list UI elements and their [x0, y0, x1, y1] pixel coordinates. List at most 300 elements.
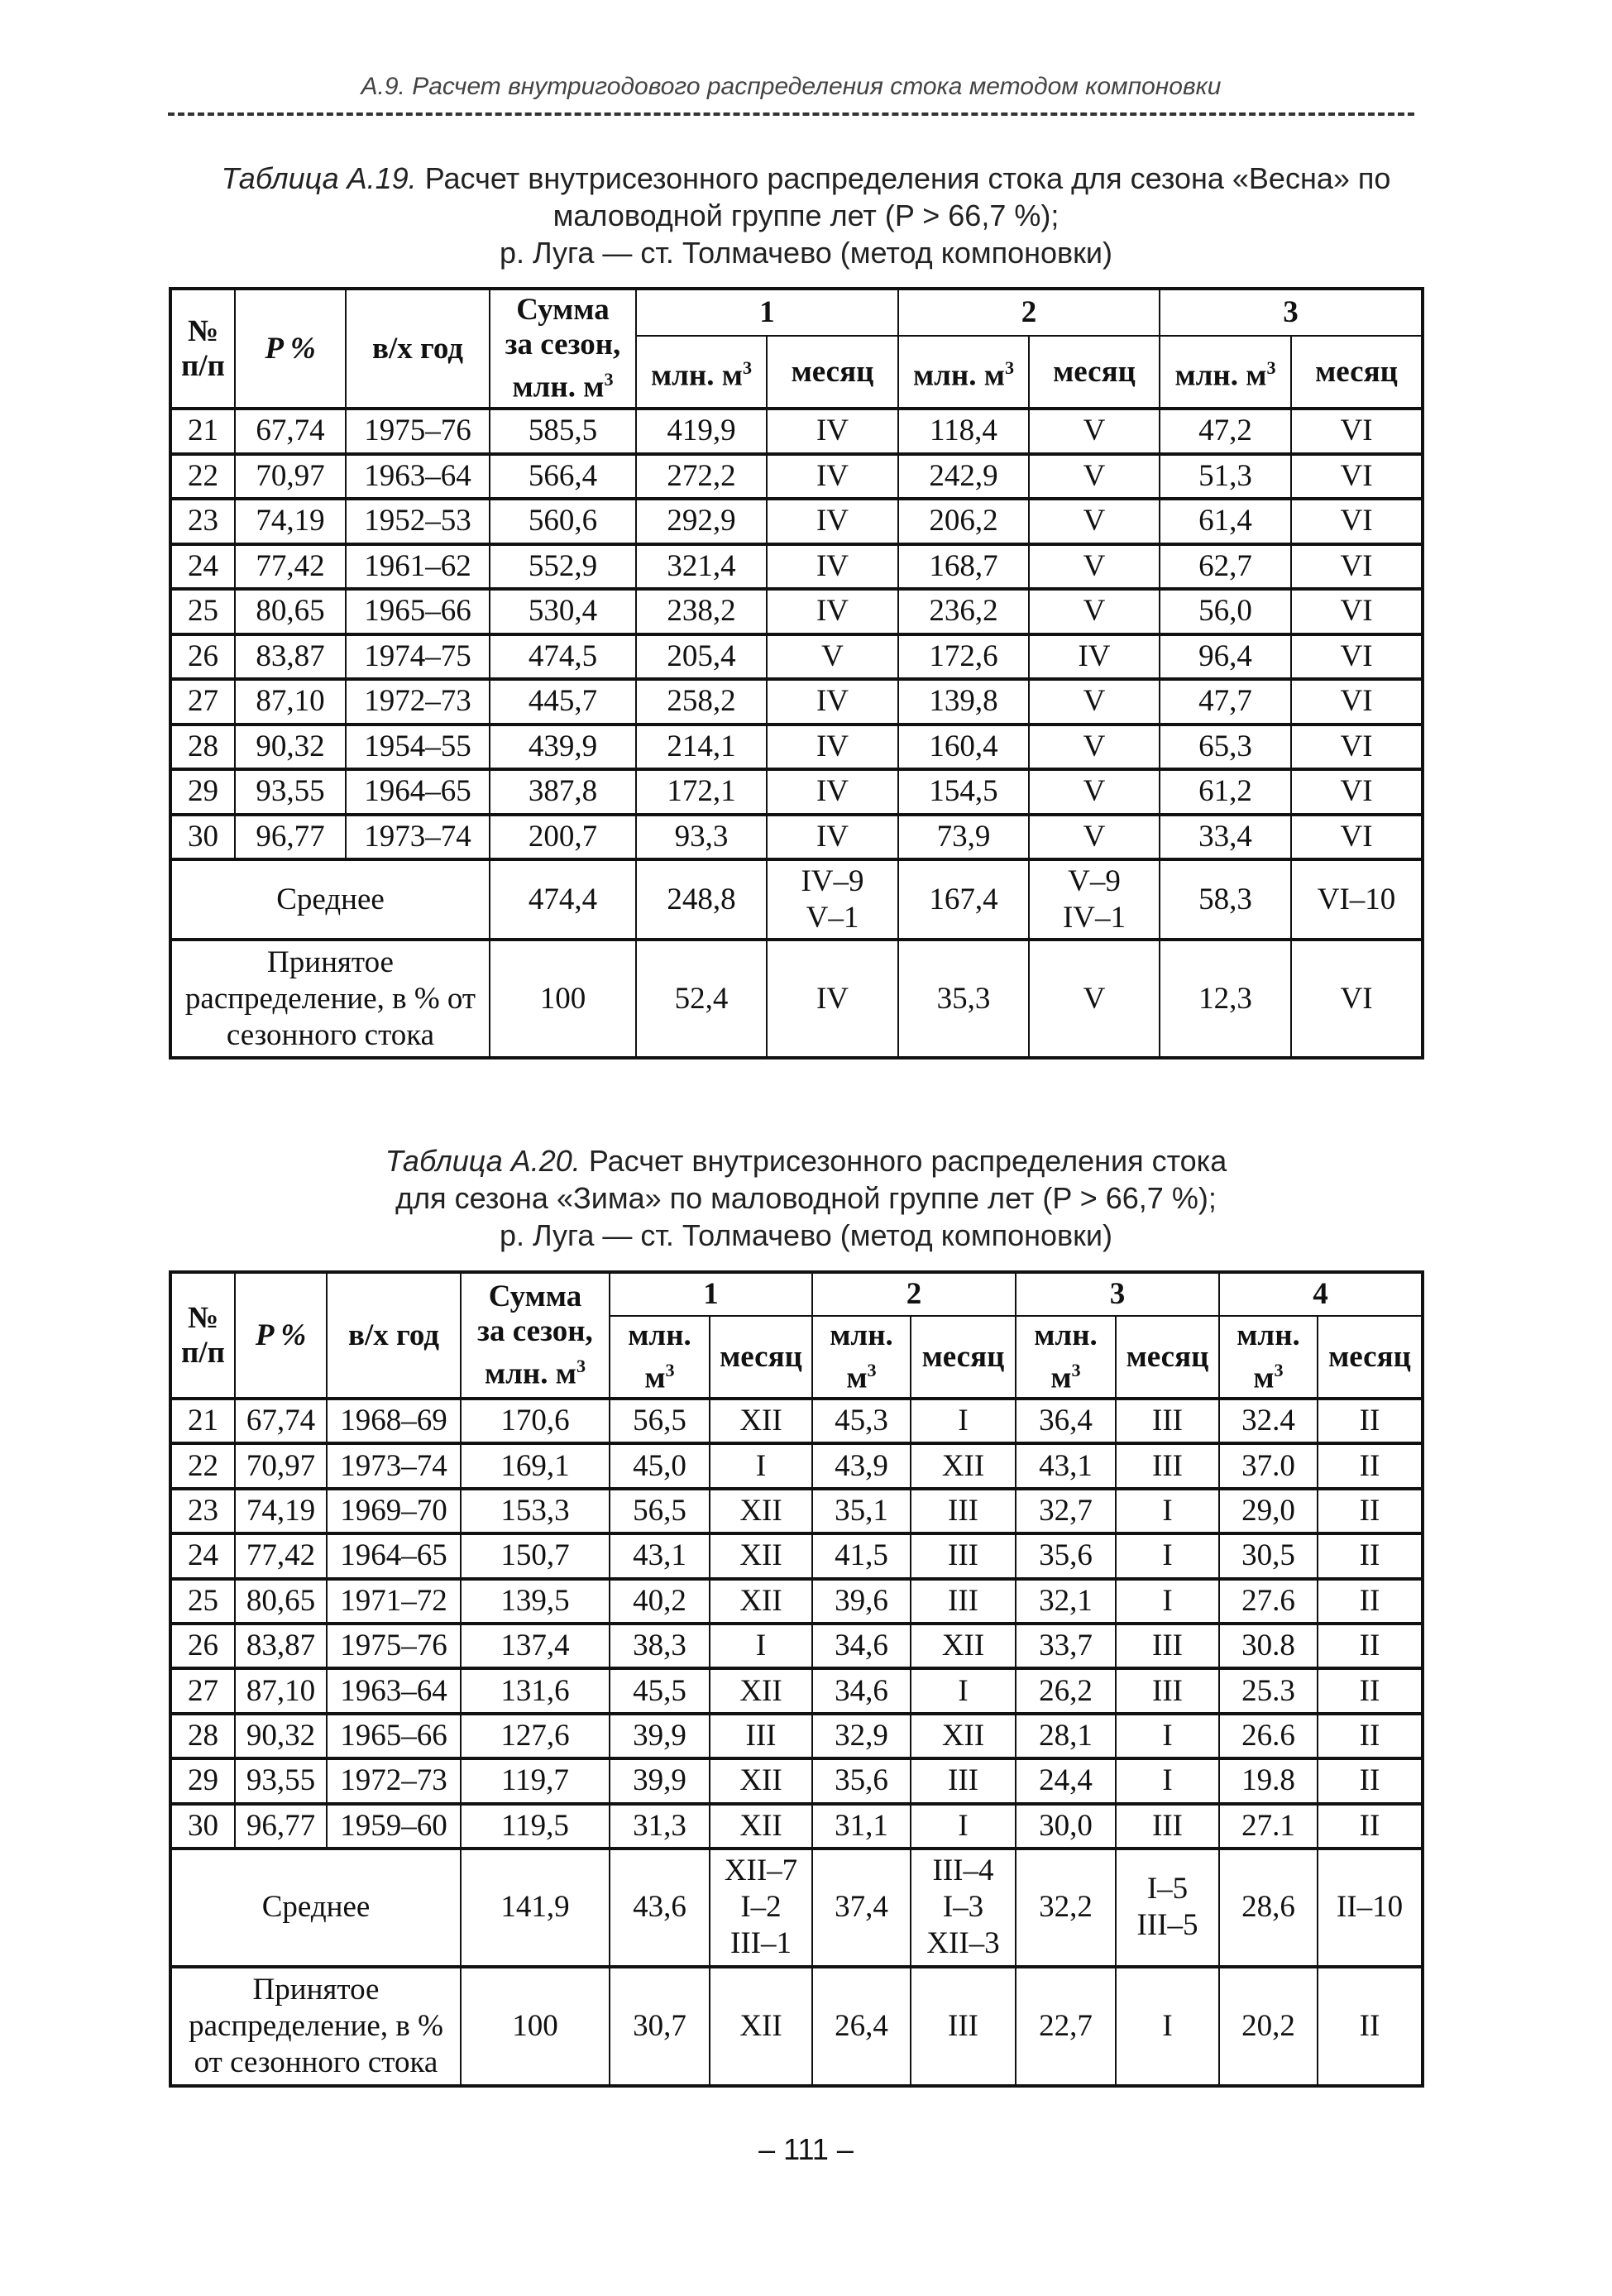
header-num: № п/п [170, 289, 235, 409]
table-cell: II [1318, 1489, 1423, 1533]
table-cell: 26,2 [1016, 1668, 1116, 1713]
table-cell: IV [767, 725, 898, 770]
table-cell: 137,4 [461, 1624, 610, 1668]
table-cell: IV [767, 679, 898, 725]
average-cell: 141,9 [461, 1849, 610, 1967]
table2-caption [124, 1142, 1488, 1254]
table-cell: VI [1291, 499, 1423, 544]
table-cell: V [1029, 769, 1160, 815]
table-cell: 23 [170, 1489, 235, 1533]
table-cell: 96,77 [235, 815, 346, 860]
table-cell: 1971–72 [327, 1579, 461, 1624]
table-cell: II [1318, 1579, 1423, 1624]
table-cell: 74,19 [235, 499, 346, 544]
table-cell: 61,2 [1160, 769, 1291, 815]
table-cell: 205,4 [636, 634, 767, 680]
table-cell: III [1116, 1443, 1219, 1488]
table-cell: V [1029, 725, 1160, 770]
header-group-1: 1 [636, 289, 898, 336]
table-cell: I [710, 1443, 812, 1488]
table1-caption-line2: маловодной группе лет (P > 66,7 %); [552, 199, 1060, 232]
accepted-cell: I [1116, 1967, 1219, 2086]
table-cell: 35,6 [812, 1758, 911, 1803]
table-cell: 1965–66 [327, 1714, 461, 1758]
header-sum: Сумма за сезон, млн. $м^3$ [461, 1272, 610, 1399]
table-cell: V [1029, 815, 1160, 860]
table-cell: 139,5 [461, 1579, 610, 1624]
table-row [170, 1489, 1423, 1533]
table-cell: 77,42 [235, 1533, 327, 1578]
table-cell: IV [767, 454, 898, 500]
table-cell: XII [911, 1714, 1016, 1758]
table-cell: 87,10 [235, 679, 346, 725]
table-cell: 32,7 [1016, 1489, 1116, 1533]
page-number: – 111 – [758, 2132, 854, 2166]
table-cell: III [911, 1758, 1016, 1803]
running-head: А.9. Расчет внутригодового распределения стока методом компоновки [361, 73, 1222, 100]
table-cell: 25.3 [1219, 1668, 1318, 1713]
table-cell: VI [1291, 454, 1423, 500]
table-row [170, 1668, 1423, 1713]
table-cell: 560,6 [490, 499, 636, 544]
table-cell: 1961–62 [346, 544, 490, 590]
table-cell: XII [911, 1624, 1016, 1668]
table-cell: VI [1291, 409, 1423, 454]
table-cell: 1975–76 [346, 409, 490, 454]
table-cell: 160,4 [898, 725, 1029, 770]
table-cell: XII [710, 1758, 812, 1803]
table-cell: 27 [170, 679, 235, 725]
table-cell: II [1318, 1624, 1423, 1668]
table-cell: 47,7 [1160, 679, 1291, 725]
table-cell: 172,1 [636, 769, 767, 815]
table-cell: I [911, 1668, 1016, 1713]
header-month: месяц [1318, 1316, 1423, 1399]
table-cell: 56,0 [1160, 589, 1291, 634]
table-cell: 96,77 [235, 1804, 327, 1849]
table-cell: 87,10 [235, 1668, 327, 1713]
table-cell: 45,5 [610, 1668, 710, 1713]
table-cell: 1974–75 [346, 634, 490, 680]
header-month: месяц [911, 1316, 1016, 1399]
table-cell: 22 [170, 454, 235, 500]
table-row [170, 409, 1423, 454]
table-cell: 67,74 [235, 409, 346, 454]
table-cell: 93,3 [636, 815, 767, 860]
table-cell: 43,1 [610, 1533, 710, 1578]
table-cell: 1973–74 [346, 815, 490, 860]
table-cell: 29 [170, 1758, 235, 1803]
table-cell: 40,2 [610, 1579, 710, 1624]
table-cell: 23 [170, 499, 235, 544]
table-cell: 169,1 [461, 1443, 610, 1488]
accepted-cell: 20,2 [1219, 1967, 1318, 2086]
table-cell: III [911, 1533, 1016, 1578]
table-cell: VI [1291, 544, 1423, 590]
table-cell: 119,7 [461, 1758, 610, 1803]
accepted-cell: 22,7 [1016, 1967, 1116, 2086]
table-cell: 585,5 [490, 409, 636, 454]
table-cell: 150,7 [461, 1533, 610, 1578]
table-cell: 1952–53 [346, 499, 490, 544]
table-cell: III [911, 1579, 1016, 1624]
table-cell: 83,87 [235, 634, 346, 680]
accepted-cell: IV [767, 940, 898, 1058]
table-row [170, 1758, 1423, 1803]
table-cell: 35,1 [812, 1489, 911, 1533]
accepted-cell: XII [710, 1967, 812, 2086]
table-row [170, 1714, 1423, 1758]
table-cell: 39,6 [812, 1579, 911, 1624]
average-cell: I–5 III–5 [1116, 1849, 1219, 1967]
table-cell: 419,9 [636, 409, 767, 454]
table-cell: 90,32 [235, 725, 346, 770]
table-cell: 35,6 [1016, 1533, 1116, 1578]
table-cell: IV [1029, 634, 1160, 680]
table-cell: 51,3 [1160, 454, 1291, 500]
table-cell: 272,2 [636, 454, 767, 500]
dashed-divider [168, 112, 1414, 116]
table-cell: 37.0 [1219, 1443, 1318, 1488]
header-year: в/х год [327, 1272, 461, 1399]
table-cell: 292,9 [636, 499, 767, 544]
table-cell: 127,6 [461, 1714, 610, 1758]
table-cell: 28 [170, 1714, 235, 1758]
table-cell: I [1116, 1533, 1219, 1578]
table1-caption-label: Таблица А.19. [221, 161, 417, 195]
table-cell: 33,4 [1160, 815, 1291, 860]
table-row [170, 1579, 1423, 1624]
table-cell: II [1318, 1533, 1423, 1578]
average-cell: IV–9 V–1 [767, 859, 898, 940]
header-num: № п/п [170, 1272, 235, 1399]
table-cell: 21 [170, 1399, 235, 1443]
accepted-cell: II [1318, 1967, 1423, 2086]
table-cell: 25 [170, 1579, 235, 1624]
header-year: в/х год [346, 289, 490, 409]
table-cell: 45,0 [610, 1443, 710, 1488]
table-cell: 153,3 [461, 1489, 610, 1533]
table-cell: 200,7 [490, 815, 636, 860]
header-p: P % [235, 289, 346, 409]
table-cell: VI [1291, 679, 1423, 725]
table-cell: 90,32 [235, 1714, 327, 1758]
table-row [170, 634, 1423, 680]
table-cell: XII [710, 1533, 812, 1578]
table-cell: 80,65 [235, 589, 346, 634]
table-cell: 70,97 [235, 454, 346, 500]
header-volume: млн. $м^3$ [1219, 1316, 1318, 1399]
table2-caption-label: Таблица А.20. [385, 1144, 581, 1178]
table-cell: 36,4 [1016, 1399, 1116, 1443]
accepted-cell: 26,4 [812, 1967, 911, 2086]
accepted-cell: 100 [461, 1967, 610, 2086]
table-cell: XII [710, 1579, 812, 1624]
table-cell: IV [767, 815, 898, 860]
average-row [170, 1849, 1423, 1967]
table-cell: V [1029, 544, 1160, 590]
table-cell: 236,2 [898, 589, 1029, 634]
table-row [170, 1624, 1423, 1668]
table-cell: 25 [170, 589, 235, 634]
table-cell: 131,6 [461, 1668, 610, 1713]
table-cell: 32.4 [1219, 1399, 1318, 1443]
table-cell: 73,9 [898, 815, 1029, 860]
average-cell: 37,4 [812, 1849, 911, 1967]
table2-caption-line2: для сезона «Зима» по маловодной группе лет (P > 66,7 %); [395, 1181, 1217, 1215]
table-cell: IV [767, 544, 898, 590]
table-cell: 30.8 [1219, 1624, 1318, 1668]
table-row [170, 499, 1423, 544]
table-cell: II [1318, 1668, 1423, 1713]
table-cell: I [1116, 1714, 1219, 1758]
table-cell: 80,65 [235, 1579, 327, 1624]
table-cell: 62,7 [1160, 544, 1291, 590]
accepted-cell: III [911, 1967, 1016, 2086]
table-cell: V [1029, 499, 1160, 544]
header-row [170, 289, 1423, 336]
table-cell: 34,6 [812, 1668, 911, 1713]
table-cell: 56,5 [610, 1399, 710, 1443]
table2-caption-line1: Расчет внутрисезонного распределения стока [580, 1144, 1227, 1178]
table-cell: VI [1291, 589, 1423, 634]
table-cell: 119,5 [461, 1804, 610, 1849]
table-cell: 530,4 [490, 589, 636, 634]
table-row [170, 769, 1423, 815]
header-sum: Сумма за сезон, млн. $м^3$ [490, 289, 636, 409]
table-cell: II [1318, 1714, 1423, 1758]
table-row [170, 544, 1423, 590]
table1-caption-line3: р. Луга — ст. Толмачево (метод компоновки) [499, 236, 1113, 270]
table-cell: 1975–76 [327, 1624, 461, 1668]
table-cell: II [1318, 1399, 1423, 1443]
header-group-4: 4 [1219, 1272, 1423, 1316]
table-cell: 32,9 [812, 1714, 911, 1758]
table-cell: III [710, 1714, 812, 1758]
table-cell: 29,0 [1219, 1489, 1318, 1533]
table-cell: 43,9 [812, 1443, 911, 1488]
table-row [170, 1399, 1423, 1443]
accepted-cell: 30,7 [610, 1967, 710, 2086]
average-label: Среднее [170, 1849, 461, 1967]
table-cell: 30,5 [1219, 1533, 1318, 1578]
header-group-2: 2 [898, 289, 1160, 336]
table-cell: 24 [170, 544, 235, 590]
average-row [170, 859, 1423, 940]
table-cell: 33,7 [1016, 1624, 1116, 1668]
table-cell: 28 [170, 725, 235, 770]
header-volume: млн. $м^3$ [610, 1316, 710, 1399]
table-cell: VI [1291, 815, 1423, 860]
header-month: месяц [1116, 1316, 1219, 1399]
table-cell: 242,9 [898, 454, 1029, 500]
table-cell: 77,42 [235, 544, 346, 590]
table-cell: V [1029, 454, 1160, 500]
table-cell: 56,5 [610, 1489, 710, 1533]
table-cell: VI [1291, 634, 1423, 680]
accepted-cell: 100 [490, 940, 636, 1058]
table-cell: 1964–65 [327, 1533, 461, 1578]
accepted-label: Принятое распределение, в % от сезонного стока [170, 1967, 461, 2086]
table-cell: I [1116, 1758, 1219, 1803]
accepted-cell: 35,3 [898, 940, 1029, 1058]
table-cell: 47,2 [1160, 409, 1291, 454]
table-cell: 1968–69 [327, 1399, 461, 1443]
table-cell: I [911, 1804, 1016, 1849]
table-cell: IV [767, 769, 898, 815]
accepted-row [170, 940, 1423, 1058]
header-volume: млн. $м^3$ [812, 1316, 911, 1399]
table-cell: 43,1 [1016, 1443, 1116, 1488]
table-cell: 19.8 [1219, 1758, 1318, 1803]
table-row [170, 589, 1423, 634]
table-spring [169, 287, 1424, 1060]
average-cell: III–4 I–3 XII–3 [911, 1849, 1016, 1967]
table-cell: II [1318, 1443, 1423, 1488]
header-volume: млн. $м^3$ [636, 336, 767, 409]
table-cell: 24,4 [1016, 1758, 1116, 1803]
table-cell: 93,55 [235, 1758, 327, 1803]
table-cell: 566,4 [490, 454, 636, 500]
table-cell: 83,87 [235, 1624, 327, 1668]
average-label: Среднее [170, 859, 490, 940]
header-volume: млн. $м^3$ [898, 336, 1029, 409]
table-cell: 238,2 [636, 589, 767, 634]
table-cell: 1969–70 [327, 1489, 461, 1533]
table-cell: 67,74 [235, 1399, 327, 1443]
table-cell: 154,5 [898, 769, 1029, 815]
average-cell: XII–7 I–2 III–1 [710, 1849, 812, 1967]
header-group-3: 3 [1160, 289, 1423, 336]
table-cell: 41,5 [812, 1533, 911, 1578]
accepted-row [170, 1967, 1423, 2086]
table1-caption-line1: Расчет внутрисезонного распределения стока для сезона «Весна» по [416, 161, 1391, 195]
table-cell: 387,8 [490, 769, 636, 815]
table-cell: 1954–55 [346, 725, 490, 770]
header-row [170, 1272, 1423, 1316]
table-row [170, 725, 1423, 770]
header-month: месяц [767, 336, 898, 409]
table-row [170, 1533, 1423, 1578]
table-cell: I [1116, 1489, 1219, 1533]
table-cell: 1964–65 [346, 769, 490, 815]
header-month: месяц [1291, 336, 1423, 409]
table-cell: 1965–66 [346, 589, 490, 634]
table-cell: 30 [170, 1804, 235, 1849]
header-group-3: 3 [1016, 1272, 1219, 1316]
header-group-1: 1 [610, 1272, 812, 1316]
table-cell: XII [710, 1668, 812, 1713]
table-cell: 30,0 [1016, 1804, 1116, 1849]
table-cell: 31,1 [812, 1804, 911, 1849]
table-row [170, 1443, 1423, 1488]
table-cell: 168,7 [898, 544, 1029, 590]
accepted-cell: 12,3 [1160, 940, 1291, 1058]
table-cell: III [1116, 1668, 1219, 1713]
accepted-label: Принятое распределение, в % от сезонного стока [170, 940, 490, 1058]
table-cell: 27.6 [1219, 1579, 1318, 1624]
table-cell: V [1029, 589, 1160, 634]
table-cell: 552,9 [490, 544, 636, 590]
table-cell: III [911, 1489, 1016, 1533]
table-cell: 22 [170, 1443, 235, 1488]
accepted-cell: VI [1291, 940, 1423, 1058]
table-cell: 118,4 [898, 409, 1029, 454]
table-cell: I [1116, 1579, 1219, 1624]
table-cell: 214,1 [636, 725, 767, 770]
average-cell: 58,3 [1160, 859, 1291, 940]
table-cell: 39,9 [610, 1714, 710, 1758]
header-month: месяц [1029, 336, 1160, 409]
table-cell: 30 [170, 815, 235, 860]
table-cell: 31,3 [610, 1804, 710, 1849]
average-cell: 28,6 [1219, 1849, 1318, 1967]
table-cell: 1959–60 [327, 1804, 461, 1849]
table-row [170, 454, 1423, 500]
accepted-cell: V [1029, 940, 1160, 1058]
table-cell: 1963–64 [346, 454, 490, 500]
table-cell: II [1318, 1758, 1423, 1803]
table-cell: 93,55 [235, 769, 346, 815]
table-cell: 1972–73 [346, 679, 490, 725]
average-cell: 32,2 [1016, 1849, 1116, 1967]
table-cell: V [1029, 409, 1160, 454]
table-cell: III [1116, 1624, 1219, 1668]
accepted-cell: 52,4 [636, 940, 767, 1058]
header-group-2: 2 [812, 1272, 1016, 1316]
table-cell: 74,19 [235, 1489, 327, 1533]
table-cell: 27 [170, 1668, 235, 1713]
table-cell: XII [710, 1399, 812, 1443]
average-cell: II–10 [1318, 1849, 1423, 1967]
header-month: месяц [710, 1316, 812, 1399]
table-cell: 29 [170, 769, 235, 815]
table-cell: 445,7 [490, 679, 636, 725]
table-cell: V [767, 634, 898, 680]
table-cell: 474,5 [490, 634, 636, 680]
header-volume: млн. $м^3$ [1016, 1316, 1116, 1399]
table-cell: VI [1291, 769, 1423, 815]
table-cell: 1973–74 [327, 1443, 461, 1488]
average-cell: V–9 IV–1 [1029, 859, 1160, 940]
average-cell: 43,6 [610, 1849, 710, 1967]
table-cell: 439,9 [490, 725, 636, 770]
table-row [170, 679, 1423, 725]
table-cell: 170,6 [461, 1399, 610, 1443]
table-cell: III [1116, 1804, 1219, 1849]
table-cell: XII [911, 1443, 1016, 1488]
table-cell: 26.6 [1219, 1714, 1318, 1758]
table-cell: XII [710, 1804, 812, 1849]
header-p: P % [235, 1272, 327, 1399]
table-cell: I [710, 1624, 812, 1668]
average-cell: 167,4 [898, 859, 1029, 940]
table-winter [169, 1270, 1424, 2088]
average-cell: 474,4 [490, 859, 636, 940]
table-cell: 139,8 [898, 679, 1029, 725]
table-cell: 28,1 [1016, 1714, 1116, 1758]
table-cell: 39,9 [610, 1758, 710, 1803]
table-cell: 206,2 [898, 499, 1029, 544]
table-cell: I [911, 1399, 1016, 1443]
table-cell: VI [1291, 725, 1423, 770]
table-cell: V [1029, 679, 1160, 725]
table-row [170, 815, 1423, 860]
table-cell: IV [767, 499, 898, 544]
table-cell: 96,4 [1160, 634, 1291, 680]
average-cell: 248,8 [636, 859, 767, 940]
table-cell: 38,3 [610, 1624, 710, 1668]
